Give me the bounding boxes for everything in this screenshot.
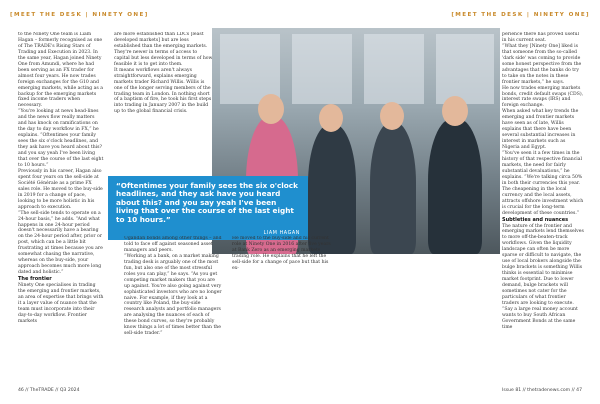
subheading-the-frontier: The frontier	[18, 276, 52, 283]
person-head	[380, 102, 404, 130]
article-column-2	[114, 32, 214, 114]
paragraph: perience there has proved useful in his current seat.	[502, 32, 579, 43]
office-window	[292, 34, 352, 104]
paragraph: “The sell-side tends to operate on a 24-hour basis,” he adds. “And what happens in one 24-hour period doesn't necessarily have a bearing on the 24-hour period after, prior or post, which can be a little bit frustrating at times because you are somewhat chasing the narrative, whereas on the buy-side, your approach becomes much more long dated and holistic.”	[18, 210, 103, 276]
paragraph: Previously in his career, Hagan also spent four years on the sell-side at Société Générale as a prime FX sales role. He moved to the buy-side in 2019 for a change of pace, looking to be more holistic in his approach to execution.	[18, 168, 103, 210]
person-silhouette	[428, 118, 482, 254]
paragraph: “You've seen it a few times in the history of that respective financial markets, the need for fairly substantial devaluations,” he explains. “We're talking circa 50% in both their currencies this year. The cheapening in the local currency and the local assets, attracts offshore investment which is crucial for the long-term development of these countries.”	[502, 151, 584, 216]
paragraph: are more established than LDCs [least developed markets] but are less established than the emerging markets. They're newer in terms of access to capital but less developed in terms of how feasible it is to get into them.	[114, 32, 213, 67]
article-column-3	[124, 236, 222, 384]
footer-left: 46 // TheTRADE // Q3 2024	[18, 388, 80, 393]
paragraph: It means workflows aren't always straightforward, explains emerging markets trader Richard Willis. Willis is one of the longer serving members of the trading team in London. In nothing short of a baptism of fire, he took his first steps into trading in January 2007 in the build up to the global financial crisis.	[114, 67, 212, 114]
paragraph: He moved to the buy-side and his current role at Ninety One in 2016 after five years at Bank Zero as an emerging markets trading role. He explains that he left the sell-side for a change of pace but that his ex-	[232, 236, 331, 271]
person-silhouette	[370, 122, 416, 254]
person-head	[319, 104, 343, 132]
person-head	[258, 94, 284, 124]
paragraph: When asked what key trends the emerging and frontier markets have seen as of late, Willis explains that there have been several substantial increases in interest in markets such as Nigeria and Egypt.	[502, 109, 579, 151]
pull-quote	[108, 176, 308, 240]
article-column-5	[502, 32, 584, 384]
paragraph: “Say a large real money account wants to buy South African Government Bonds at the same time	[502, 306, 578, 330]
header-left: [MEET THE DESK | NINETY ONE]	[10, 12, 149, 18]
paragraph: “You're looking at news head-lines and the news flow really matters and has knock on ramifications on the day to day workflow in FX,” he explains. “Oftentimes your family sees the six o'clock headlines, and they ask have you heard about this? and you say yeah I've been living that over the course of the last eight to 10 hours.”	[18, 109, 104, 168]
article-column-4	[232, 236, 334, 384]
pull-quote-attribution: LIAM HAGAN	[263, 231, 300, 236]
paragraph: Ugandan bonds among other things – and told to face off against seasoned asset managers and peers.	[124, 236, 222, 253]
subheading-subtleties-and-nuances: Subtleties and nuances	[502, 216, 569, 223]
page-header	[10, 12, 590, 20]
pull-quote-text: “Oftentimes your family sees the six o'clock headlines, and they ask have you heard about this? and you say yeah I've been living that over the course of the last eight to 10 hours.”	[116, 181, 298, 224]
paragraph: Ninety One specialises in trading the emerging and frontier markets, an area of expertise that brings with it a layer value of nuance that the team must incorporate into their day-to-day workflow. Frontier markets	[18, 283, 104, 324]
footer-right: Issue 81 // thetradenews.com // 47	[501, 388, 582, 393]
header-right: [MEET THE DESK | NINETY ONE]	[451, 12, 590, 18]
paragraph: He now trades emerging markets bonds, credit default swaps (CDS), interest rate swaps (IRS) and foreign exchange.	[502, 85, 584, 109]
paragraph: to the Ninety One team is Liam Hagan – formerly recognised as one of The TRADE's Rising Stars of Trading and Execution in 2023. In the same year, Hagan joined Ninety One from Amundi, where he had been serving as an FX trader for almost four years. He now trades foreign exchanges for the G10 and emerging markets, while acting as a backup for the emerging markets fixed income traders when necessary.	[18, 32, 103, 109]
paragraph: “Working at a bank, on a market making trading desk is arguably one of the most fun, but also one of the most stressful roles you can play,” he says. “As you get competing market makers that you are up against. You're also going against very sophisticated investors who are no longer naive. For example, if they look at a country like Poland, the buy-side research analysts and portfolio managers are analysing the nuances of each of these bond curves, so they're probably know things a lot of times better than the sell-side trader.”	[124, 253, 222, 337]
article-column-1	[18, 32, 104, 384]
office-window	[436, 34, 494, 104]
office-window	[364, 34, 424, 104]
paragraph: “What they [Ninety One] liked is that someone from the so-called 'dark side' was coming to provide some honest perspective from the advantages that the banks do try to take on the notes in these frontier markets,” he says.	[502, 43, 582, 85]
person-silhouette	[308, 124, 356, 254]
paragraph: The nature of the frontier and emerging markets lend themselves to more off-the-beaten-track workflows. Given the liquidity landscape can often be more sparse or difficult to navigate, the use of local brokers alongside the bulge brackets is something Willis thinks is essential to minimise market footprint. Due to lower demand, bulge brackets will sometimes not cater for the particulars of what frontier traders are looking to execute.	[502, 223, 584, 306]
person-head	[442, 96, 468, 126]
